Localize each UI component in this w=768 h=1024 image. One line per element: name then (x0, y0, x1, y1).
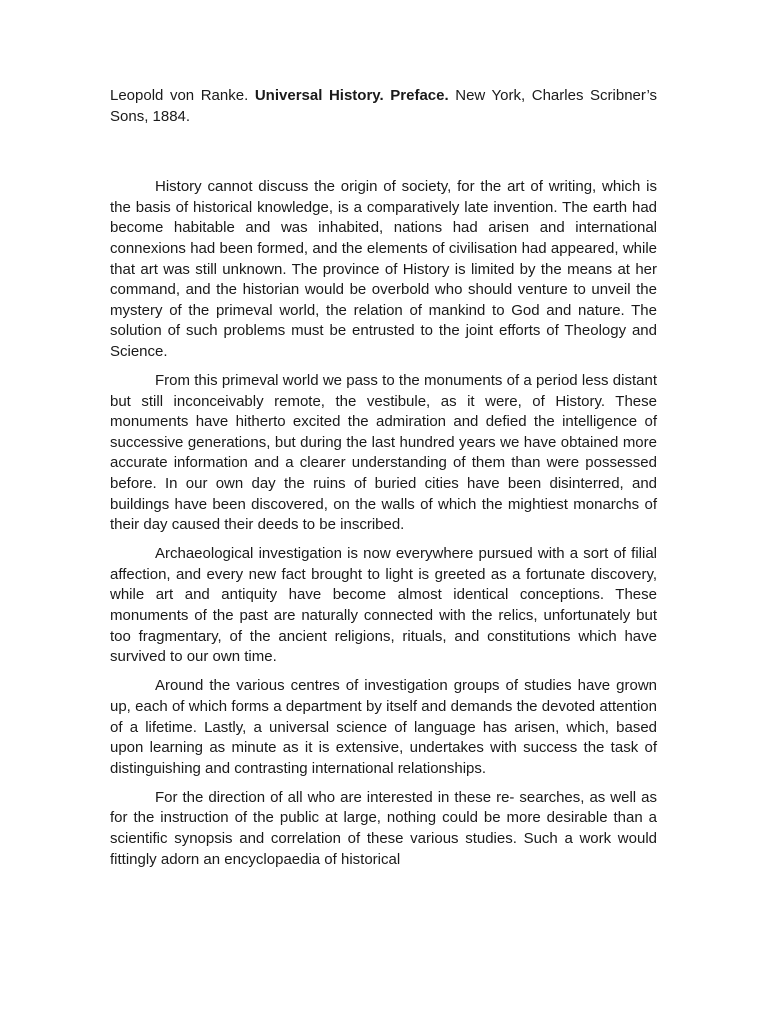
page-content (110, 86, 657, 879)
paragraph-4: Around the various centres of investigation groups of studies have grown up, each of which forms a department by itself and demands the devoted attention of a lifetime. Lastly, a universal science of language has arisen, which, based upon learning as minute as it is extensive, undertakes with success the task of distinguishing and contrasting international relationships. (110, 677, 657, 777)
citation-author: Leopold von Ranke. (110, 87, 255, 104)
paragraph-1: History cannot discuss the origin of society, for the art of writing, which is the basis of historical knowledge, is a comparatively late invention. The earth had become habitable and was inhabited, nations had arisen and international connexions had been formed, and the elements of civilisation had appeared, while that art was still unknown. The province of History is limited by the means at her command, and the historian would be overbold who should venture to unveil the mystery of the primeval world, the relation of mankind to God and nature. The solution of such problems must be entrusted to the joint efforts of Theology and Science. (110, 178, 657, 360)
citation-publisher: New York, Charles Scribner’s Sons, 1884. (110, 87, 658, 125)
paragraph-2: From this primeval world we pass to the monuments of a period less distant but still inconceivably remote, the vestibule, as it were, of History. These monuments have hitherto excited the admiration and defied the intelligence of successive generations, but during the last hundred years we have obtained more accurate information and a clearer understanding of them than were possessed before. In our own day the ruins of buried cities have been disinterred, and buildings have been discovered, on the walls of which the mightiest monarchs of their day caused their deeds to be inscribed. (110, 372, 657, 534)
paragraph-5: For the direction of all who are interested in these re- searches, as well as for the instruction of the public at large, nothing could be more desirable than a scientific synopsis and correlation of these various studies. Such a work would fittingly adorn an encyclopaedia of historical (110, 788, 657, 868)
citation (110, 86, 657, 127)
paragraph-3: Archaeological investigation is now everywhere pursued with a sort of filial affection, and every new fact brought to light is greeted as a fortunate discovery, while art and antiquity have become almost identical conceptions. These monuments of the past are naturally connected with the relics, unfortunately but too fragmentary, of the ancient religions, rituals, and constitutions which have survived to our own time. (110, 545, 657, 666)
citation-title: Universal History. Preface. (254, 87, 449, 104)
